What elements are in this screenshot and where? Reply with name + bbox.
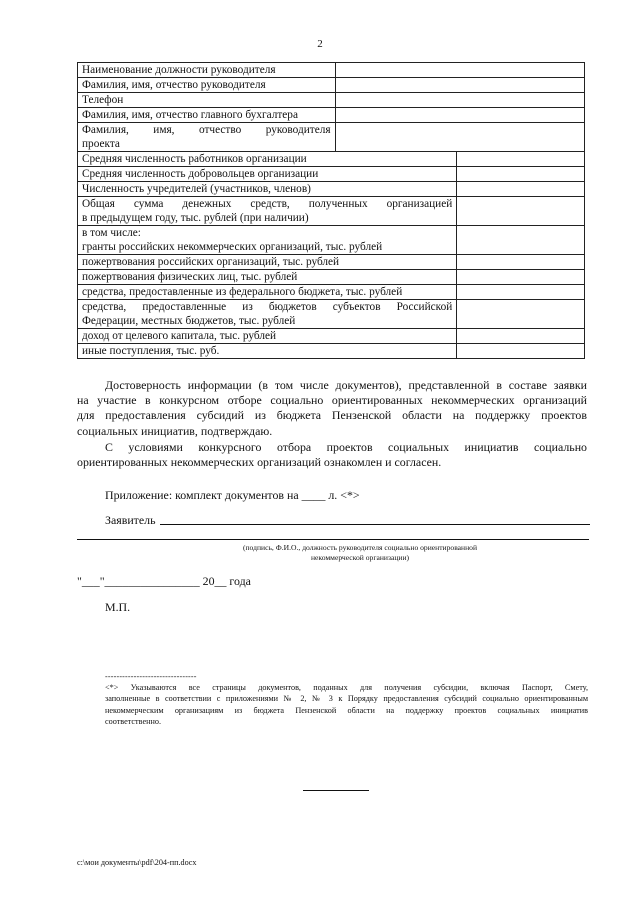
footnote-line: <*> Указываются все страницы документов, поданных для получения субсидии, включая Паспорт, Смету, (105, 683, 588, 692)
value-cell (457, 152, 585, 167)
row-label: Телефон (78, 93, 336, 108)
value-cell (335, 123, 584, 152)
applicant-signature-line (160, 524, 590, 525)
row-label: доход от целевого капитала, тыс. рублей (78, 329, 457, 344)
value-cell (335, 108, 584, 123)
table-row (78, 344, 585, 359)
label-line: Федерации, местных бюджетов, тыс. рублей (82, 315, 296, 327)
footnote-line: заполненные в соответствии с приложениями № 2, № 3 к Порядку предоставления субсидий социально ориентированным (105, 694, 588, 704)
label-line: средства, предоставленные из бюджетов субъектов Российской (82, 301, 453, 313)
row-label: пожертвования российских организаций, тыс. рублей (78, 255, 457, 270)
table-row (78, 93, 585, 108)
table-row (78, 285, 585, 300)
caption-line: некоммерческой организации) (310, 553, 410, 562)
label-line: проекта (82, 138, 120, 150)
confirmation-paragraph (77, 378, 587, 439)
table-row (78, 329, 585, 344)
row-label (78, 123, 336, 152)
label-line: гранты российских некоммерческих организаций, тыс. рублей (82, 241, 383, 253)
value-cell (457, 344, 585, 359)
value-cell (457, 182, 585, 197)
value-cell (457, 300, 585, 329)
label-line: в предыдущем году, тыс. рублей (при наличии) (82, 212, 309, 224)
date-line: "___"________________ 20__ года (77, 574, 251, 588)
page-number: 2 (317, 38, 323, 50)
table-row (78, 270, 585, 285)
applicant-label: Заявитель (105, 513, 156, 527)
value-cell (457, 226, 585, 255)
table-row (78, 123, 585, 152)
footnote-line: некоммерческим организациям из бюджета Пензенской области на поддержку проектов социальных инициатив (105, 705, 588, 715)
row-label: иные поступления, тыс. руб. (78, 344, 457, 359)
signature-caption (150, 543, 570, 563)
value-cell (457, 285, 585, 300)
row-label (78, 226, 457, 255)
text-line: на участие в конкурсном отборе социально ориентированных некоммерческих организаций (77, 393, 587, 408)
row-label (78, 300, 457, 329)
organization-info-table (77, 62, 585, 359)
label-line: Общая сумма денежных средств, полученных организацией (82, 198, 453, 210)
footnote (105, 682, 588, 727)
table-row (78, 182, 585, 197)
row-label: Фамилия, имя, отчество руководителя (78, 78, 336, 93)
text-line: Достоверность информации (в том числе документов), представленной в составе заявки (105, 378, 587, 392)
label-line: в том числе: (82, 227, 141, 239)
value-cell (335, 78, 584, 93)
text-line: ориентированных некоммерческих организаций ознакомлен и согласен. (77, 455, 442, 470)
row-label (78, 197, 457, 226)
row-label: Численность учредителей (участников, членов) (78, 182, 457, 197)
table-row (78, 108, 585, 123)
text-line: С условиями конкурсного отбора проектов социальных инициатив социально (105, 440, 587, 454)
row-label: средства, предоставленные из федерального бюджета, тыс. рублей (78, 285, 457, 300)
file-path: c:\мои документы\pdf\204-пп.docx (77, 858, 197, 867)
table-row (78, 167, 585, 182)
value-cell (457, 167, 585, 182)
row-label: пожертвования физических лиц, тыс. рублей (78, 270, 457, 285)
row-label: Средняя численность добровольцев организации (78, 167, 457, 182)
table-row (78, 152, 585, 167)
value-cell (335, 63, 584, 78)
stamp-label: М.П. (105, 600, 131, 614)
signature-underline (77, 539, 589, 540)
row-label: Средняя численность работников организации (78, 152, 457, 167)
text-line: социальных инициатив, подтверждаю. (77, 423, 273, 438)
agreement-paragraph (77, 440, 587, 470)
footnote-line: соответственно. (105, 716, 161, 726)
footnote-separator: -------------------------------- (105, 672, 197, 681)
row-label: Фамилия, имя, отчество главного бухгалтера (78, 108, 336, 123)
label-line: Фамилия, имя, отчество руководителя (82, 124, 331, 136)
attachment-line: Приложение: комплект документов на ____ л. <*> (105, 488, 360, 502)
table-row (78, 63, 585, 78)
table-row (78, 300, 585, 329)
value-cell (457, 270, 585, 285)
table-row (78, 197, 585, 226)
value-cell (457, 255, 585, 270)
value-cell (457, 197, 585, 226)
table-row (78, 78, 585, 93)
table-row (78, 255, 585, 270)
row-label: Наименование должности руководителя (78, 63, 336, 78)
caption-line: (подпись, Ф.И.О., должность руководителя социально ориентированной (242, 543, 478, 552)
table-row (78, 226, 585, 255)
value-cell (335, 93, 584, 108)
end-line (303, 790, 369, 791)
text-line: для предоставления субсидий из бюджета Пензенской области на поддержку проектов (77, 408, 587, 423)
value-cell (457, 329, 585, 344)
